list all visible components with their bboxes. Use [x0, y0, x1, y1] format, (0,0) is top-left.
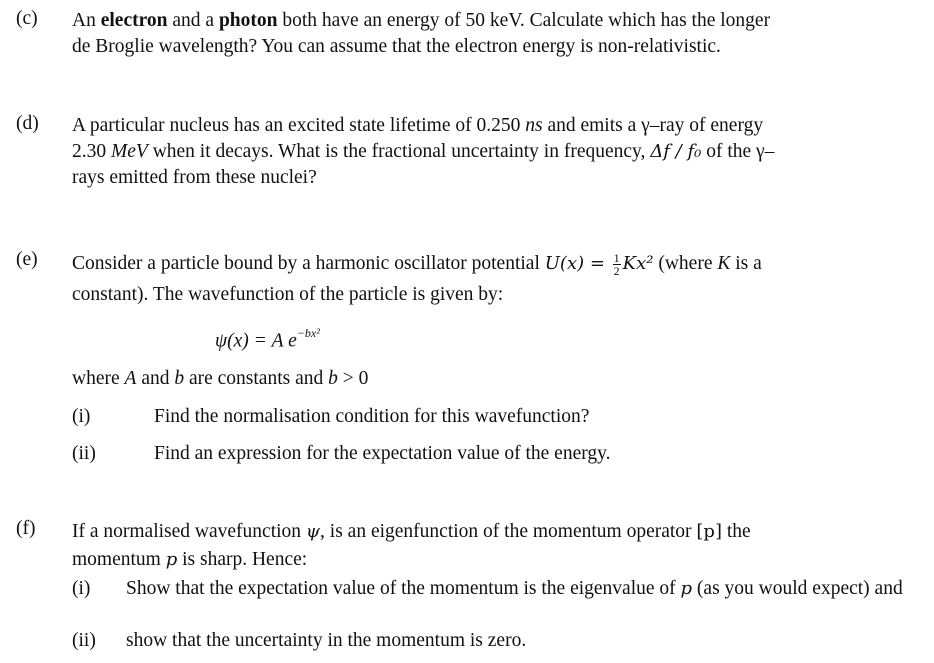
question-d-line-2: 2.30 MeV when it decays. What is the fractional uncertainty in frequency, Δf / f₀ of the γ– — [72, 141, 775, 162]
wavefunction-equation: ψ(x) = A $e^{-bx^2}$ — [215, 326, 320, 352]
question-e-text — [72, 248, 908, 310]
question-d-line-3: rays emitted from these nuclei? — [72, 167, 317, 188]
question-d-label: (d) — [16, 113, 39, 134]
question-d-line-1: A particular nucleus has an excited state lifetime of 0.250 ns and emits a γ–ray of energy — [72, 115, 764, 136]
question-e-line-2: constant). The wavefunction of the particle is given by: — [72, 284, 504, 305]
question-e-label: (e) — [16, 249, 38, 270]
question-e-where: where A and b are constants and b > 0 — [72, 368, 369, 389]
question-d-text — [72, 113, 908, 191]
question-f-label: (f) — [16, 518, 36, 539]
half-fraction: $\frac{1}{2}$ — [613, 251, 620, 279]
question-c-line-1: An electron and a photon both have an energy of 50 keV. Calculate which has the longer — [72, 10, 771, 31]
question-c-label: (c) — [16, 8, 38, 29]
question-c-text — [72, 8, 908, 60]
question-e-line-1: Consider a particle bound by a harmonic oscillator potential U(x) = $\frac{1}{2}$ Kx² (where K is a — [72, 251, 762, 279]
question-f-line-2: momentum p is sharp. Hence: — [72, 549, 308, 570]
question-c-line-2: de Broglie wavelength? You can assume that the electron energy is non-relativistic. — [72, 36, 721, 57]
question-f-line-1: If a normalised wavefunction ψ, is an eigenfunction of the momentum operator [p] the — [72, 521, 751, 542]
question-f-text — [72, 518, 908, 574]
